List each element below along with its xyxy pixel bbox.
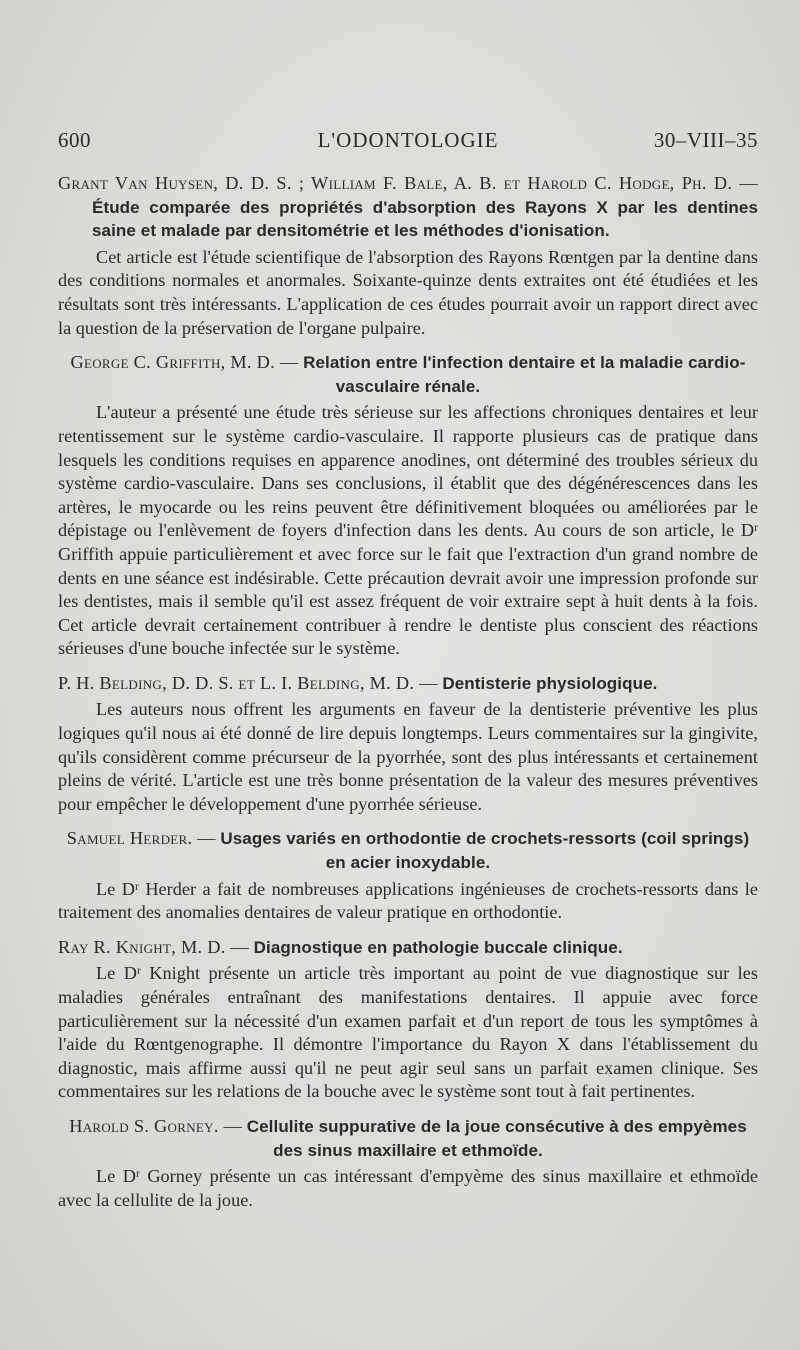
reference [58,351,758,398]
page-number: 600 [58,128,91,152]
review-entry-knight [58,936,758,1104]
authors: Grant Van Huysen, D. D. S. ; William F. Bale, A. B. et Harold C. Hodge, Ph. D. — [58,173,758,193]
journal-title: L'ODONTOLOGIE [317,128,499,152]
reference [58,1115,758,1162]
article-title: Cellulite suppurative de la joue consécutive à des empyèmes des sinus maxillaire et ethmoïde. [246,1116,747,1160]
authors: Ray R. Knight, M. D. — [58,936,250,957]
authors: Harold S. Gorney. — [69,1115,243,1136]
article-title: Usages variés en orthodontie de crochets-ressorts (coil springs) en acier inoxydable. [220,829,750,873]
reference [58,672,758,696]
reference [58,827,758,874]
review-text: Le Dʳ Gorney présente un cas intéressant d'empyème des sinus maxillaire et ethmoïde avec la cellulite de la joue. [58,1166,758,1210]
review-text: Cet article est l'étude scientifique de l'absorption des Rayons Rœntgen par la dentine dans des conditions normales et anormales. Soixante-quinze dents extraites ont été étudiées et les résultats sont très intéressants. L'application de ces études pourrait avoir un rapport direct avec la question de la préservation de l'organe pulpaire. [58,246,758,338]
article-list [58,172,758,1223]
issue-date: 30–VIII–35 [653,128,758,152]
article-title: Diagnostique en pathologie buccale clinique. [253,937,623,957]
review-text: Le Dʳ Knight présente un article très important au point de vue diagnostique sur les maladies générales entraînant des manifestations dentaires. Il appuie avec force particulièrement sur la nécessité d'un examen parfait et d'un report de tous les symptômes à l'aide du Rœntgenographe. Il démontre l'importance du Rayon X dans l'établissement du diagnostic, mais affirme aussi qu'il ne peut agir seul sans un parfait examen clinique. Ses commentaires sur les relations de la bouche avec le système sont tout à fait pertinentes. [58,963,758,1102]
review-entry-belding [58,672,758,817]
review-text: Le Dʳ Herder a fait de nombreuses applications ingénieuses de crochets-ressorts dans le traitement des anomalies dentaires de valeur pratique en orthodontie. [58,878,758,923]
review-entry-gorney [58,1115,758,1212]
review-text: L'auteur a présenté une étude très sérieuse sur les affections chroniques dentaires et leur retentissement sur le système cardio-vasculaire. Il rapporte plusieurs cas de pratique dans lesquels les conditions requises en apparence anodines, ont déterminé des troubles sérieux du système cardio-vasculaire. Dans ses conclusions, il établit que des dégénérescences dans les artères, le myocarde ou les reins peuvent être définitivement bloquées ou améliorées par le dépistage ou l'enlèvement de foyers d'infection dans les dents. Au cours de son article, le Dʳ Griffith appuie particulièrement et avec force sur le fait que l'extraction d'un grand nombre de dents en une séance est indésirable. Cette précaution devrait avoir une impression profonde sur les dentistes, mais il semble qu'il est assez fréquent de voir extraire sept à huit dents à la fois. Cet article devrait certainement contribuer à rendre le dentiste plus conscient des réactions sérieuses d'une bouche infectée sur le système. [58,402,758,659]
reference [58,172,758,243]
running-header [58,128,758,160]
authors: Samuel Herder. — [66,828,216,849]
article-title: Relation entre l'infection dentaire et la maladie cardio-vasculaire rénale. [303,353,746,396]
review-text: Les auteurs nous offrent les arguments en faveur de la dentisterie préventive les plus logiques qu'il nous ai été donné de lire depuis longtemps. Leurs commentaires sur la gingivite, qu'ils considèrent comme précurseur de la pyorrhée, sont des plus intéressants et certainement pleins de vérité. L'article est une très bonne présentation de la valeur des mesures préventives pour empêcher le développement d'une pyorrhée sérieuse. [58,699,758,814]
review-entry-van-huysen [58,172,758,340]
article-title: Étude comparée des propriétés d'absorption des Rayons X par les dentines saine et malade par densitométrie et les méthodes d'ionisation. [92,197,758,241]
reference [58,936,758,960]
authors: George C. Griffith, M. D. — [70,352,299,373]
article-title: Dentisterie physiologique. [442,673,658,693]
authors: P. H. Belding, D. D. S. et L. I. Belding, M. D. — [58,672,438,693]
review-entry-griffith [58,351,758,661]
review-entry-herder [58,827,758,924]
